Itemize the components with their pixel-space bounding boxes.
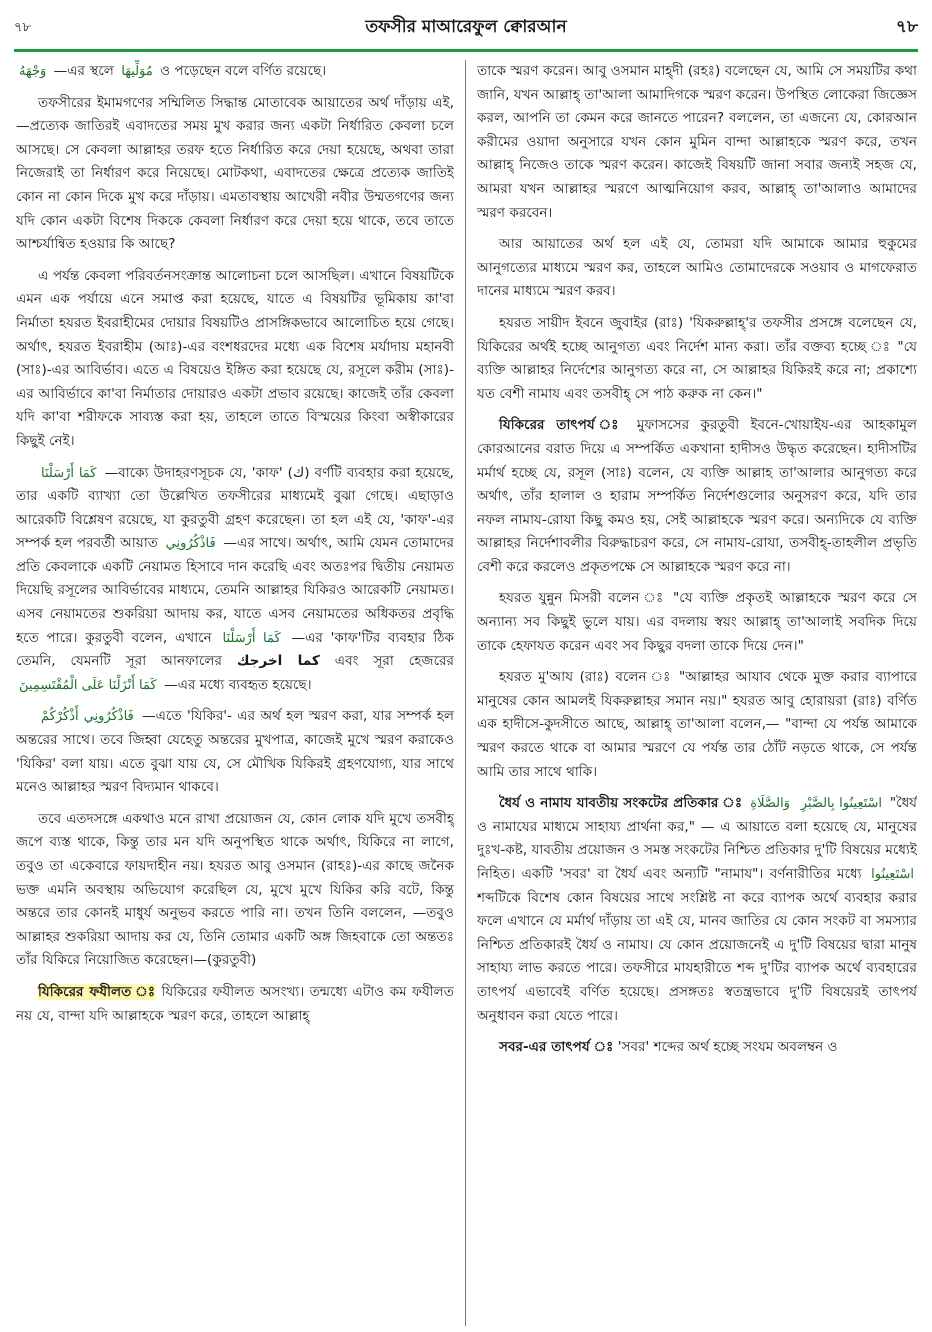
text-span: যিকিরের ফযীলত অসংখ্য। তন্মধ্যে এটাও কম ফযীলত নয় যে, বান্দা যদি আল্লাহকে স্মরণ করে, তাহলে আল্লাহ্: [16, 983, 454, 1024]
column-divider: [465, 60, 466, 1326]
book-title: তফসীর মাআরেফুল ক্বোরআন: [365, 17, 567, 37]
text-span: এবং সূরা হেজরের: [334, 653, 454, 670]
arabic-istainu-short: اسْتَعِينُوا: [871, 867, 914, 882]
right-paragraph-3: হযরত সায়ীদ ইবনে জুবাইর (রাঃ) 'যিকরুল্লাহ্'র তফসীর প্রসঙ্গে বলেছেন যে, যিকিরের অর্থই হচ্ছে আনুগত্য এবং নির্দেশ মান্য করা। তাঁর বক্তব্য হচ্ছে ঃ "যে ব্যক্তি আল্লাহর নির্দেশের আনুগত্য করে না, সে আল্লাহর যিকিরই করে না; প্রকাশ্যে যত বেশী নামায এবং তসবীহ্ সে পাঠ করুক না কেন।": [477, 314, 917, 402]
text-span: মুফাসসের কুরতুবী ইবনে-খোয়াইয-এর আহকামুল কোরআনের বরাত দিয়ে এ সম্পর্কিত একখানা হাদীসও উদ্ধৃত করেছেন। হাদীসটির মর্মার্থ হচ্ছে যে, রসূল (সাঃ) বলেন, যে ব্যক্তি আল্লাহ তা'আলার আনুগত্য করে অর্থাৎ, তাঁর হালাল ও হারাম সম্পর্কিত নির্দেশগুলোর অনুসরণ করে, যদি তার নফল নামায-রোযা কিছু কমও হয়, সেই আল্লাহকে স্মরণ করে। অন্যদিকে যে ব্যক্তি আল্লাহর নির্দেশাবলীর বিরুদ্ধাচরণ করে, সে নামায-রোযা, তসবীহ্-তাহলীল প্রভৃতি বেশী করে করলেও প্রকৃতপক্ষে সে আল্লাহকে স্মরণ করে না।: [477, 417, 917, 575]
running-header: [14, 8, 918, 48]
section-heading-sabr-namaz: ধৈর্য ও নামায যাবতীয় সংকটের প্রতিকার ঃ: [499, 795, 743, 812]
arabic-kama-arsalna-2: كَمَا أَرْسَلْنَا: [222, 630, 281, 646]
left-paragraph-1: [16, 60, 454, 84]
arabic-fazkuruni-azkurkum: فَاذْكُرُونِي أَذْكُرْكُمْ: [41, 709, 134, 725]
arabic-mawalliha: مُوَلِّيهَا: [121, 64, 153, 79]
text-span: —এর 'কাফ'টির ব্যবহার ঠিক তেমনি, যেমনটি সূরা আনফালের: [16, 629, 454, 670]
text-span: শব্দটিকে বিশেষ কোন বিষয়ের সাথে সংশ্লিষ্ট না করে ব্যাপক অর্থে ব্যবহার করার ফলে এখানে যে মর্মার্থ দাঁড়ায় তা এই যে, মানব জাতির যে কোন সংকট বা সমস্যার নিশ্চিত প্রতিকারই ধৈর্য ও নামায। যে কোন প্রয়োজনেই এ দু'টি বিষয়ের দ্বারা মানুষ সাহায্য লাভ করতে পারে। তফসীরে মাযহারীতে শব্দ দু'টির ব্যাপক অর্থে ব্যবহারের তাৎপর্য এভাবেই বর্ণিত হয়েছে। প্রসঙ্গতঃ স্বতন্ত্রভাবে দু'টি বিষয়েরই তাৎপর্য অনুধাবন করা যেতে পারে।: [477, 889, 917, 1024]
section-heading-zikr-fazilat: যিকিরের ফযীলত ঃ: [38, 983, 157, 1000]
right-paragraph-1: তাকে স্মরণ করেন। আবু ওসমান মাহ্দী (রহঃ) বলেছেন যে, আমি সে সময়টির কথা জানি, যখন আল্লাহ্ তা'আলা আমাদিগকে স্মরণ করেন। উপস্থিত লোকেরা জিজ্ঞেস করল, আপনি তা কেমন করে জানতে পারেন? বললেন, তা এজন্যে যে, কোরআন করীমের ওয়াদা অনুসারে যখন কোন মুমিন বান্দা আল্লাহকে স্মরণ করে, তখন আল্লাহ্ নিজেও তাকে স্মরণ করেন। কাজেই বিষয়টি জানা সবার জন্যই সহজ যে, আমরা যখন আল্লাহর স্মরণে আত্মনিয়োগ করব, আল্লাহ্ তা'আলাও আমাদের স্মরণ করবেন।: [477, 63, 917, 221]
right-paragraph-4: [477, 414, 917, 579]
right-paragraph-6: হযরত মু'আয (রাঃ) বলেন ঃ "আল্লাহর আযাব থেকে মুক্ত করার ব্যাপারে মানুষের কোন আমলই যিকরুল্লাহর সমান নয়।" হযরত আবু হোরায়রা (রাঃ) বর্ণিত এক হাদীসে-কুদসীতে আছে, আল্লাহ্ তা'আলা বলেন,— "বান্দা যে পর্যন্ত আমাকে স্মরণ করতে থাকে বা আমার স্মরণে যে পর্যন্ত তার ঠোঁট নড়তে থাকে, সে পর্যন্ত আমি তার সাথে থাকি।: [477, 669, 917, 780]
right-paragraph-8: [477, 1036, 917, 1060]
header-rule: [14, 49, 918, 52]
text-span: —বাক্যে উদাহরণসূচক যে, 'কাফ' (ك) বর্ণটি ব্যবহার করা হয়েছে, তার একটি ব্যাখ্যা তো উল্লেখিত তফসীরের মাধ্যমেই বুঝা গেছে। এছাড়াও আরেকটি বিশ্লেষণ রয়েছে, যা কুরতুবী গ্রহণ করেছেন। তা হল এই যে, 'কাফ'-এর সম্পর্ক হল পরবর্তী আয়াত: [16, 464, 454, 552]
right-column: [477, 60, 917, 1326]
right-paragraph-7: [477, 792, 917, 1028]
text-span: —এতে 'যিকির'- এর অর্থ হল স্মরণ করা, যার সম্পর্ক হল অন্তরের সাথে। তবে জিহ্বা যেহেতু অন্তরের মুখপাত্র, কাজেই মুখে স্মরণ করাকেও 'যিকির' বলা যায়। এতে বুঝা যায় যে, সে মৌখিক যিকিরই গ্রহণযোগ্য, যার সাথে মনেও আল্লাহর স্মরণ বিদ্যমান থাকবে।: [16, 708, 454, 796]
left-paragraph-6: তবে এতদসঙ্গে একথাও মনে রাখা প্রয়োজন যে, কোন লোক যদি মুখে তসবীহ্ জপে ব্যস্ত থাকে, কিন্তু তার মন যদি অনুপস্থিত থাকে অর্থাৎ, যিকিরে না লাগে, তবুও তা একেবারে ফায়দাহীন নয়। হযরত আবু ওসমান (রাহঃ)-এর কাছে জনৈক ভক্ত এমনি অবস্থায় অভিযোগ করেছিল যে, মুখে মুখে যিকির করি বটে, কিন্তু অন্তরে তার কোনই মাধুর্য অনুভব করতে পারি না। তখন তিনি বললেন, —তবুও আল্লাহর শুকরিয়া আদায় কর যে, তিনি তোমার একটি অঙ্গ জিহবাকে তো অন্ততঃ তাঁর যিকিরে নিয়োজিত করেছেন।—(কুরতুবী): [16, 810, 454, 969]
section-heading-zikr-tatparya: যিকিরের তাৎপর্য ঃ: [499, 417, 626, 434]
arabic-kama-arsalna: كَمَا أَرْسَلْنَا: [41, 465, 97, 481]
text-span: —এর মধ্যে ব্যবহৃত হয়েছে।: [164, 676, 312, 693]
arabic-wajhahu: وَجْهَهُ: [19, 64, 47, 79]
arabic-kama-anzalna: كَمَا أَنْزَلْنَا عَلَى الْمُقْتَسِمِينَ: [19, 677, 157, 693]
right-paragraph-2: আর আয়াতের অর্থ হল এই যে, তোমরা যদি আমাকে আমার হুকুমের আনুগত্যের মাধ্যমে স্মরণ কর, তাহলে আমিও তোমাদেরকে সওয়াব ও মাগফেরাত দানের মাধ্যমে স্মরণ করব।: [477, 236, 917, 300]
arabic-istainu: اسْتَعِينُوا بِالصَّبْرِ: [800, 796, 883, 812]
text-span: —এর সাথে। অর্থাৎ, আমি যেমন তোমাদের প্রতি কেবলাকে একটি নেয়ামত হিসাবে দান করেছি এবং অতঃপর দ্বিতীয় নেয়ামত দিয়েছি রসূলের আবির্ভাবের মাধ্যমে, তেমনি আল্লাহর যিকিরও আরেকটি নেয়ামত। এসব নেয়ামতের শুকরিয়া আদায় কর, যাতে এসব নেয়ামতের অধিকতর প্রবৃদ্ধি হতে পারে। কুরতুবী বলেন, এখানে: [16, 535, 454, 646]
text-span: "ধৈর্য ও নামাযের মাধ্যমে সাহায্য প্রার্থনা কর," — এ আয়াতে বলা হয়েছে যে, মানুষের দুঃখ-কষ্ট, যাবতীয় প্রয়োজন ও সমস্ত সংকটের নিশ্চিত প্রতিকার দু'টি বিষয়ের মধ্যেই নিহিত। একটি 'সবর' বা ধৈর্য এবং অন্যটি "নামায"। বর্ণনারীতির মধ্যে: [477, 795, 917, 882]
text-span: 'সবর' শব্দের অর্থ হচ্ছে সংযম অবলম্বন ও: [617, 1039, 838, 1056]
arabic-fazkuruni: فَاذْكُرُونِي: [165, 536, 216, 552]
text-span: ও পড়েছেন বলে বর্ণিত রয়েছে।: [160, 63, 327, 79]
left-paragraph-2: তফসীরের ইমামগণের সম্মিলিত সিদ্ধান্ত মোতাবেক আয়াতের অর্থ দাঁড়ায় এই,—প্রত্যেক জাতিরই এবাদতের সময় মুখ করার জন্য একটা নির্ধারিত কেবলা চলে আসছে। সে কেবলা আল্লাহর তরফ হতে নির্ধারিত করে দেয়া হয়েছে, অথবা তারা নিজেরাই তা নির্ধারণ করে নিয়েছে। মোটকথা, এবাদতের ক্ষেত্রে প্রত্যেক জাতিই কোন না কোন দিকে মুখ করে দাঁড়ায়। এমতাবস্থায় আখেরী নবীর উম্মতগণের জন্য যদি কোন একটা বিশেষ দিককে কেবলা নির্ধারণ করে দেয়া হয়ে থাকে, তবে তাতে আশ্চর্যান্বিত হওয়ার কি আছে?: [16, 94, 454, 253]
left-paragraph-4: [16, 462, 454, 698]
arabic-kama-akhrajaka: كما اخرجك: [236, 653, 320, 670]
page-number-left: ৭৮: [14, 19, 31, 35]
text-span: —এর স্থলে: [53, 63, 114, 79]
arabic-wassalah: وَالصَّلَاةِ: [750, 796, 790, 812]
left-paragraph-5: [16, 705, 454, 799]
page-number-right: ৭৮: [895, 17, 918, 37]
right-paragraph-5: হযরত যুন্নুন মিসরী বলেন ঃ "যে ব্যক্তি প্রকৃতই আল্লাহকে স্মরণ করে সে অন্যান্য সব কিছুই ভুলে যায়। এর বদলায় স্বয়ং আল্লাহ্ তা'আলাই সবদিক দিয়ে তাকে হেফাযত করেন এবং সব কিছুর বদলা তাকে দিয়ে দেন।": [477, 590, 917, 654]
left-column: [16, 60, 454, 1326]
left-paragraph-3: এ পর্যন্ত কেবলা পরিবর্তনসংক্রান্ত আলোচনা চলে আসছিল। এখানে বিষয়টিকে এমন এক পর্যায়ে এনে সমাপ্ত করা হয়েছে, যাতে এ বিষয়টির ভূমিকায় কা'বা নির্মাতা হযরত ইবরাহীমের দোয়ার বিষয়টিও প্রাসঙ্গিকভাবে আলোচিত হয়ে গেছে। অর্থাৎ, হযরত ইবরাহীম (আঃ)-এর বংশধরদের মধ্যে এক বিশেষ মর্যাদায় মহানবী (সাঃ)-এর আবির্ভাব। এতে এ বিষয়েও ইঙ্গিত করা হয়েছে যে, রসূলে করীম (সাঃ)-এর আবির্ভাবে কা'বা নির্মাতার দোয়ারও একটা প্রভাব রয়েছে। কাজেই তাঁর কেবলা যদি কা'বা শরীফকে সাব্যস্ত করা হয়, তাহলে তাতে বিস্ময়ের কিংবা অস্বীকারের কিছুই নেই।: [16, 267, 454, 449]
section-heading-sabr-tatparya: সবর-এর তাৎপর্য ঃ: [499, 1039, 614, 1056]
left-paragraph-7: [16, 981, 454, 1028]
